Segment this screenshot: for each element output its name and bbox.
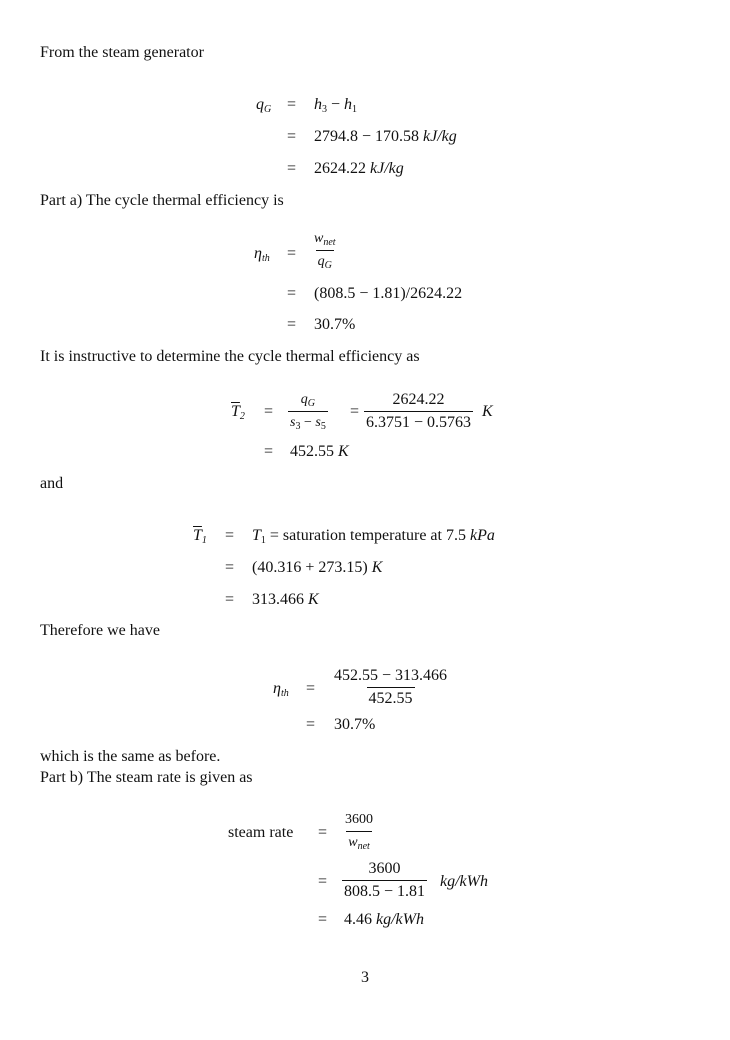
page-number: 3 [361, 969, 369, 986]
equals-sign: = [318, 824, 328, 841]
eq-lhs: $\overline{T}_1$ [193, 527, 207, 546]
paragraph-therefore: Therefore we have [40, 622, 160, 639]
eq-rhs-line-2: 2794.8 − 170.58 kJ/kg [314, 128, 457, 145]
eq-lhs: steam rate [228, 824, 294, 841]
eq-rhs-line-3: 313.466 K [252, 591, 319, 608]
eq-rhs-line-3: 2624.22 kJ/kg [314, 160, 404, 177]
equals-sign: = [225, 591, 235, 608]
equals-sign: = [264, 403, 274, 420]
eq-lhs: $\overline{T}_2$ [231, 403, 245, 422]
eq-rhs-line-3: 30.7% [314, 316, 356, 333]
fraction-numeric-t2: $\frac{2624.22}{6.3751 - 0.5763}$ [366, 391, 472, 431]
paragraph-instructive: It is instructive to determine the cycle thermal efficiency as [40, 348, 420, 365]
paragraph-same-as-before: which is the same as before. [40, 748, 221, 765]
fraction-wnet-over-qg: $\frac{w_{net}}{q_G}$ [314, 231, 336, 271]
equals-sign: = [264, 443, 274, 460]
eq-rhs-line-2: 30.7% [334, 716, 376, 733]
equals-sign: = [225, 559, 235, 576]
equals-sign: = [318, 873, 328, 890]
equals-sign: = [350, 403, 360, 420]
eq-lhs: $\eta_{th}$ [273, 680, 289, 699]
equals-sign: = [287, 160, 297, 177]
eq-lhs: $q_G$ [256, 96, 272, 115]
unit-kg-per-kwh: kg/kWh [440, 873, 488, 890]
paragraph-and: and [40, 475, 64, 492]
eq-rhs-line-2: (808.5 − 1.81)/2624.22 [314, 285, 463, 302]
paragraph-part-a: Part a) The cycle thermal efficiency is [40, 192, 284, 209]
unit-kelvin: K [482, 403, 493, 420]
equals-sign: = [306, 680, 316, 697]
fraction-temperature-diff: $\frac{452.55 - 313.466}{452.55}$ [334, 667, 448, 707]
fraction-3600-over-net-work: $\frac{3600}{808.5 - 1.81}$ [344, 860, 426, 900]
equals-sign: = [318, 911, 328, 928]
equals-sign: = [287, 316, 297, 333]
equals-sign: = [287, 128, 297, 145]
eq-rhs-line-2: (40.316 + 273.15) K [252, 559, 383, 576]
equals-sign: = [287, 96, 297, 113]
equals-sign: = [287, 285, 297, 302]
equals-sign: = [225, 527, 235, 544]
eq-lhs: $\eta_{th}$ [254, 245, 270, 264]
equals-sign: = [287, 245, 297, 262]
eq-rhs-line-2: 452.55 K [290, 443, 349, 460]
paragraph-part-b: Part b) The steam rate is given as [40, 769, 253, 786]
eq-rhs-line-3: 4.46 kg/kWh [344, 911, 424, 928]
eq-rhs-line-1: $T_1$ = saturation temperature at 7.5 kPa [252, 527, 495, 546]
equals-sign: = [306, 716, 316, 733]
fraction-qg-over-entropy: $\frac{q_G}{s_3 - s_5}$ [290, 392, 326, 432]
eq-rhs-line-1: $h_3 - h_1$ [314, 96, 358, 115]
fraction-3600-over-wnet: $\frac{3600}{w_{net}}$ [345, 812, 373, 852]
paragraph-steam-generator: From the steam generator [40, 44, 204, 61]
